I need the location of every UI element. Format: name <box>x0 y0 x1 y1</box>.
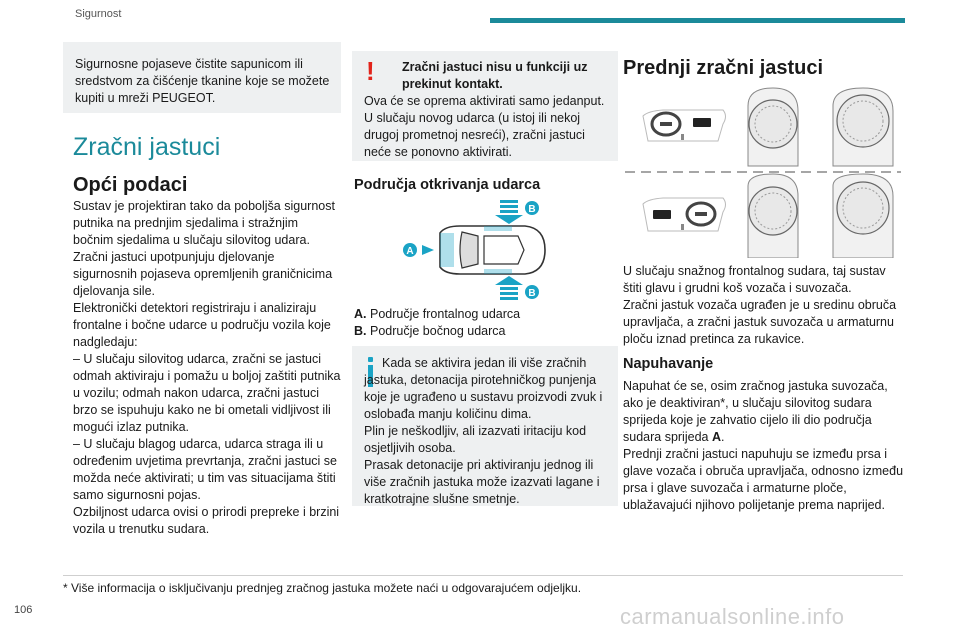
info-box <box>352 346 618 506</box>
airbag-deployed-passenger-top <box>833 88 893 166</box>
front-zone-highlight <box>440 233 454 267</box>
warning-icon: ! <box>366 56 375 86</box>
general-title: Opći podaci <box>73 174 188 196</box>
detection-title: Područja otkrivanja udarca <box>354 177 541 193</box>
cleaning-note-text: Sigurnosne pojaseve čistite sapunicom ili sredstvom za čišćenje tkanine koje se možete kupiti u mreži PEUGEOT. <box>75 57 330 105</box>
side-impact-arrow-bottom <box>495 276 523 300</box>
legend-item-a <box>354 306 618 323</box>
zone-b-label-bottom: B <box>528 288 536 299</box>
legend-key-a: A. <box>354 307 367 321</box>
impact-zones-diagram <box>400 198 550 303</box>
legend-item-b <box>354 323 618 340</box>
warning-body: Ova će se oprema aktivirati samo jedanput. U slučaju novog udarca (u istoj ili nekoj drugoj prometnoj nesreći), zračni jastuci neće se ponovno aktivirati. <box>364 94 605 159</box>
header-accent-bar <box>490 18 905 23</box>
legend-key-b: B. <box>354 324 367 338</box>
inflation-body-end: . Prednji zračni jastuci napuhuju se između prsa i glave vozača i obruča upravljača, odnosno između prsa i glave suvozača i armaturne ploče, ublažavajući njihovo polijetanje prema naprijed. <box>623 430 904 512</box>
info-body: Kada se aktivira jedan ili više zračnih jastuka, detonacija pirotehničkog punjenja koje je ugrađeno u sustavu proizvodi zvuk i oslobađa manju količinu dima. Plin je neškodljiv, ali izazvati iritaciju kod osjetljivih osoba. Prasak detonacije pri aktiviranju jednog ili više zračnih jastuka može izazvati lagane i kratkotrajne slušne smetnje. <box>364 356 603 506</box>
zone-a-label: A <box>406 246 414 257</box>
cleaning-note-box <box>63 42 341 113</box>
inflation-body-start: Napuhat će se, osim zračnog jastuka suvozača, ako je deaktiviran*, u slučaju silovitog sudara sprijeda koje je zahvatio cijelo ili dio područja sudara sprijeda <box>623 379 888 444</box>
airbag-deployed-passenger-bottom <box>833 174 893 258</box>
front-airbags-body: U slučaju snažnog frontalnog sudara, taj sustav štiti glavu i grudni koš vozača i suvozača. Zračni jastuk vozača ugrađen je u sredinu obruča upravljača, a zračni jastuk suvozača u armaturnu ploču iznad pretinca za rukavice. <box>623 264 897 346</box>
general-body: Sustav je projektiran tako da poboljša sigurnost putnika na prednjim sjedalima i stražnjim bočnim sjedalima u slučaju silovitog udara. Zračni jastuci upotpunjuju djelovanje sigurnosnih pojaseva opremljenih graničnicima djelovanja sile. Elektronički detektori registriraju i analiziraju frontalne i bočne udarce u području vozila koje nadgledaju: – U slučaju silovitog udarca, zračni se jastuci odmah aktiviraju i pomažu u boljoj zaštiti putnika u vozilu; odmah nakon udarca, zračni jastuci brzo se ispuhuju kako ne bi ometali vidljivost ili mogući izlaz putnika. – U slučaju blagog udarca, udarca straga ili u određenim uvjetima prevrtanja, zračni jastuci se možda neće aktivirati; u tim vas situacijama štiti samo sigurnosni pojas. Ozbiljnost udarca ovisi o prirodi prepreke i brzini vozila u trenutku sudara. <box>73 199 341 536</box>
airbag-deployed-driver-top <box>748 88 798 166</box>
airbag-deployed-driver-bottom <box>748 174 798 258</box>
inflation-title: Napuhavanje <box>623 356 714 372</box>
front-airbag-illustration <box>623 86 903 258</box>
page-number: 106 <box>14 604 33 616</box>
legend-text-a: Područje frontalnog udarca <box>369 307 521 321</box>
section-title: Zračni jastuci <box>73 133 221 161</box>
rhd-dashboard-icon <box>643 198 726 231</box>
zone-b-label-top: B <box>528 204 536 215</box>
watermark: carmanualsonline.info <box>620 604 845 629</box>
header-section-label: Sigurnost <box>75 8 122 20</box>
zone-legend <box>354 306 618 340</box>
inflation-zone-ref: A <box>711 430 721 444</box>
front-impact-arrow <box>422 245 434 255</box>
legend-text-b: Područje bočnog udarca <box>369 324 506 338</box>
warning-title: Zračni jastuci nisu u funkciji uz prekinut kontakt. <box>402 60 588 91</box>
inflation-body <box>623 378 905 514</box>
footnote: * Više informacija o isključivanju prednjeg zračnog jastuka možete naći u odgovarajućem odjeljku. <box>63 581 582 595</box>
warning-box <box>352 51 618 161</box>
car-top-view-icon <box>440 226 545 274</box>
front-airbags-title: Prednji zračni jastuci <box>623 57 824 79</box>
side-impact-arrow-top <box>495 200 523 224</box>
footnote-divider <box>63 575 903 576</box>
lhd-dashboard-icon <box>643 110 726 141</box>
